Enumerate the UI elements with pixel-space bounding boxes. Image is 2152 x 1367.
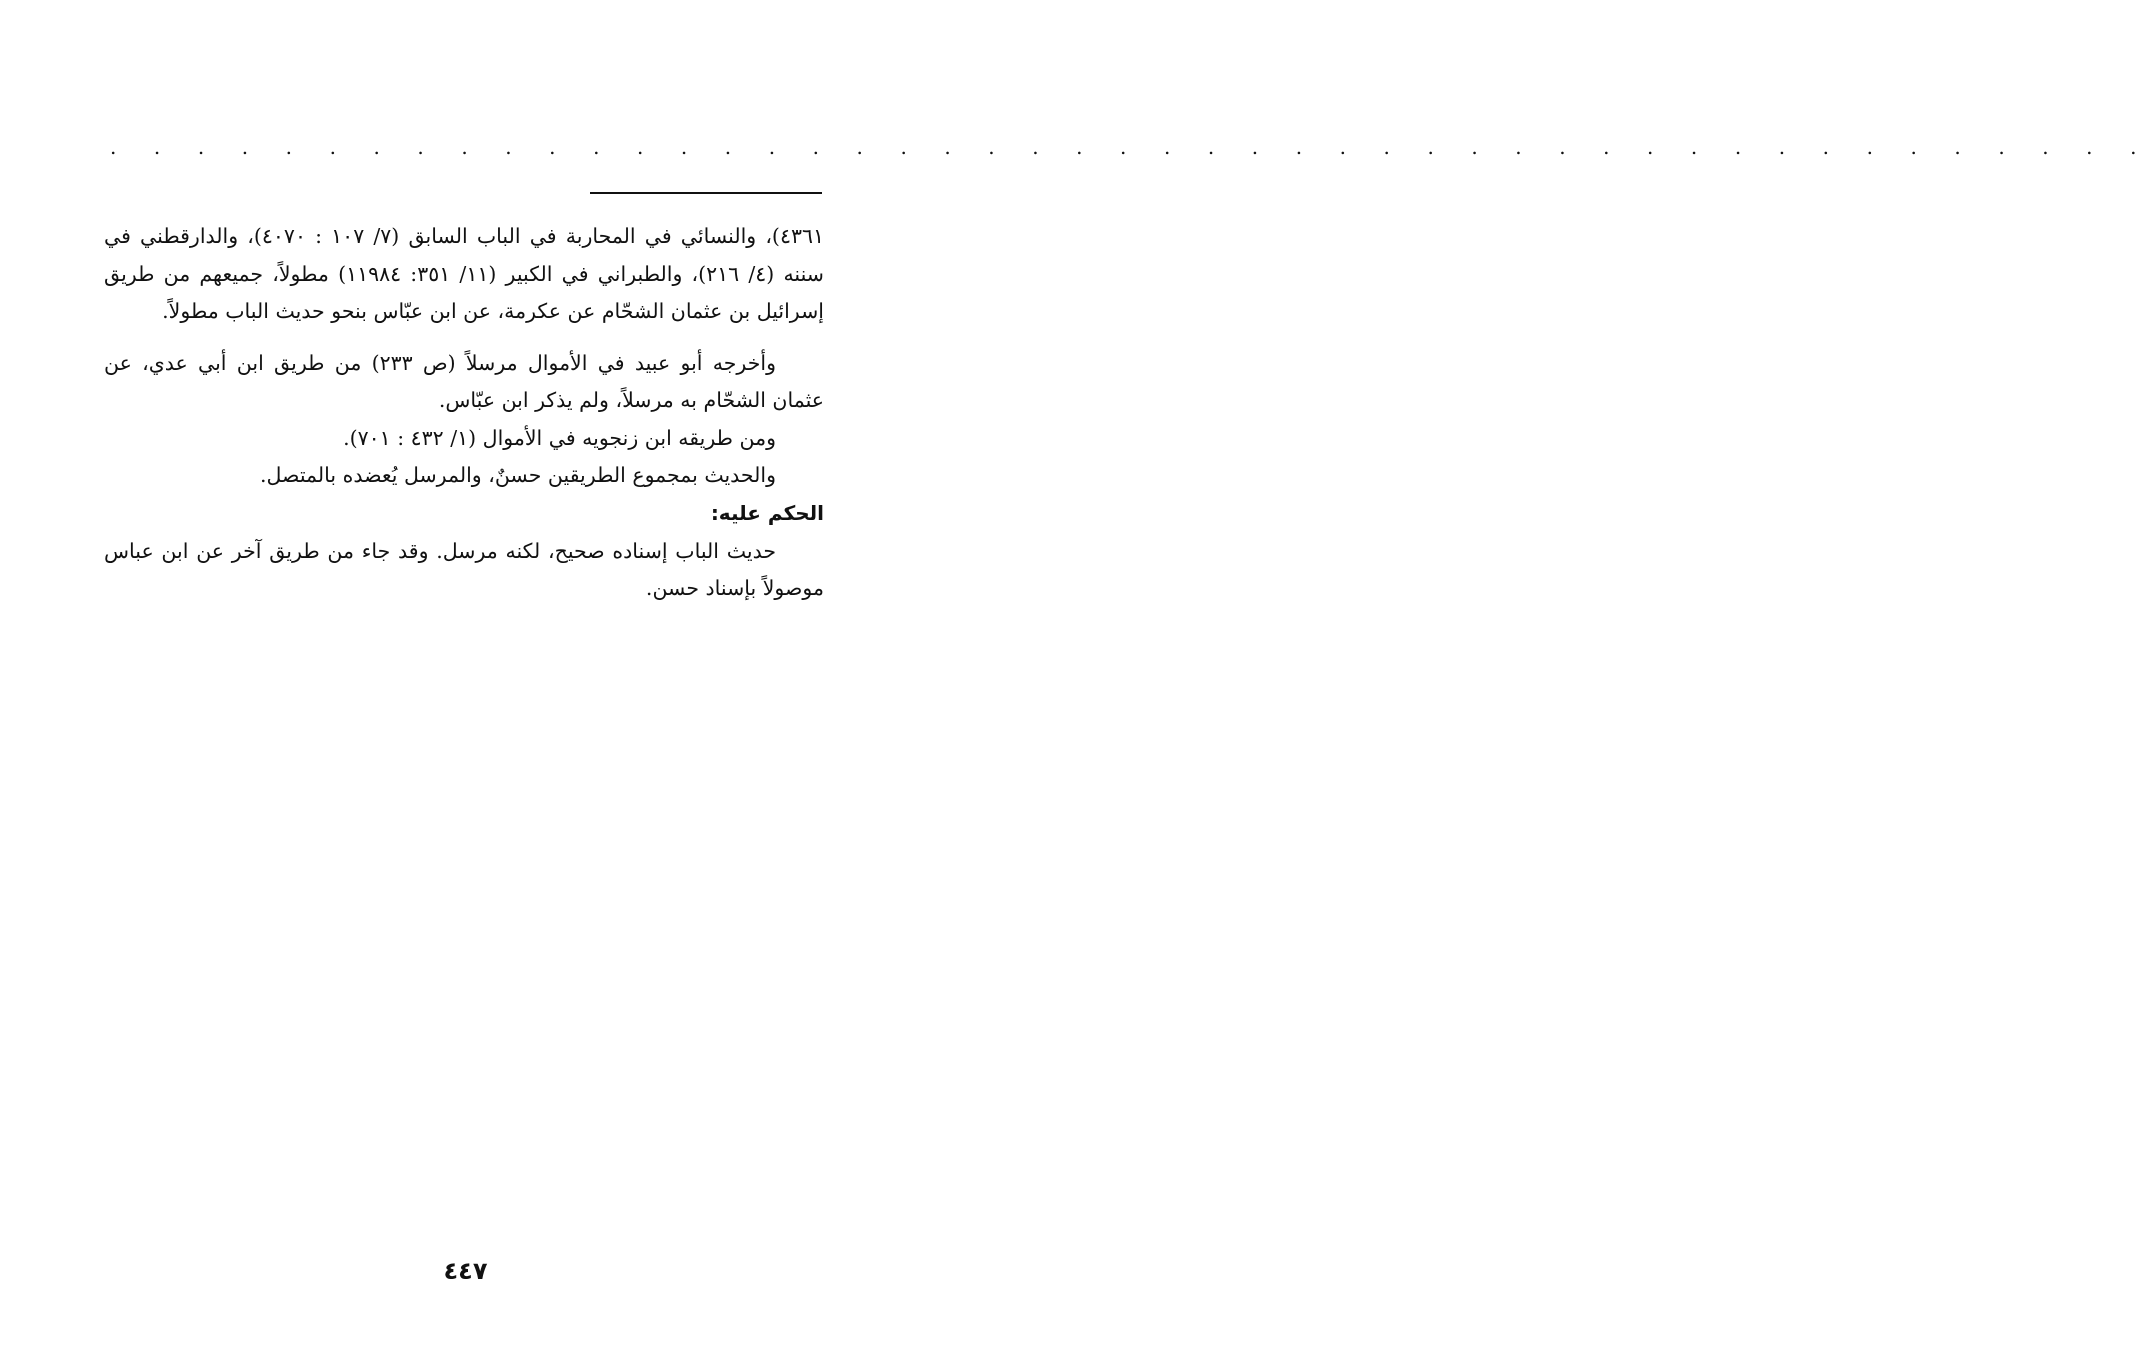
footnote-body (104, 218, 824, 608)
page-number: ٤٤٧ (443, 1257, 488, 1285)
verdict-paragraph: حديث الباب إسناده صحيح، لكنه مرسل. وقد جاء من طريق آخر عن ابن عباس موصولاً بإسناد حسن. (104, 538, 824, 600)
footnote-paragraph-2: وأخرجه أبو عبيد في الأموال مرسلاً (ص ٢٣٣) من طريق ابن أبي عدي، عن عثمان الشحّام به مرسلاً، ولم يذكر ابن عبّاس. (104, 350, 824, 412)
section-heading: الحكم عليه: (710, 500, 824, 525)
separator-dots: . . . . . . . . . . . . . . . . . . . . . . . . . . . . . . . . . . . . . . . . . . . . . . . (110, 135, 2152, 159)
footnote-paragraph-4: والحديث بمجموع الطريقين حسنٌ، والمرسل يُعضده بالمتصل. (260, 463, 776, 487)
footnote-rule (590, 192, 822, 194)
footnote-paragraph-3: ومن طريقه ابن زنجويه في الأموال (١/ ٤٣٢ : ٧٠١). (343, 425, 776, 450)
footnote-paragraph-1: ٤٣٦١)، والنسائي في المحاربة في الباب السابق (٧/ ١٠٧ : ٤٠٧٠)، والدارقطني في سننه (٤/ ٢١٦)، والطبراني في الكبير (١١/ ٣٥١: ١١٩٨٤) مطولاً، جميعهم من طريق إسرائيل بن عثمان الشحّام عن عكرمة، عن ابن عبّاس بنحو حديث الباب مطولاً. (104, 224, 824, 323)
